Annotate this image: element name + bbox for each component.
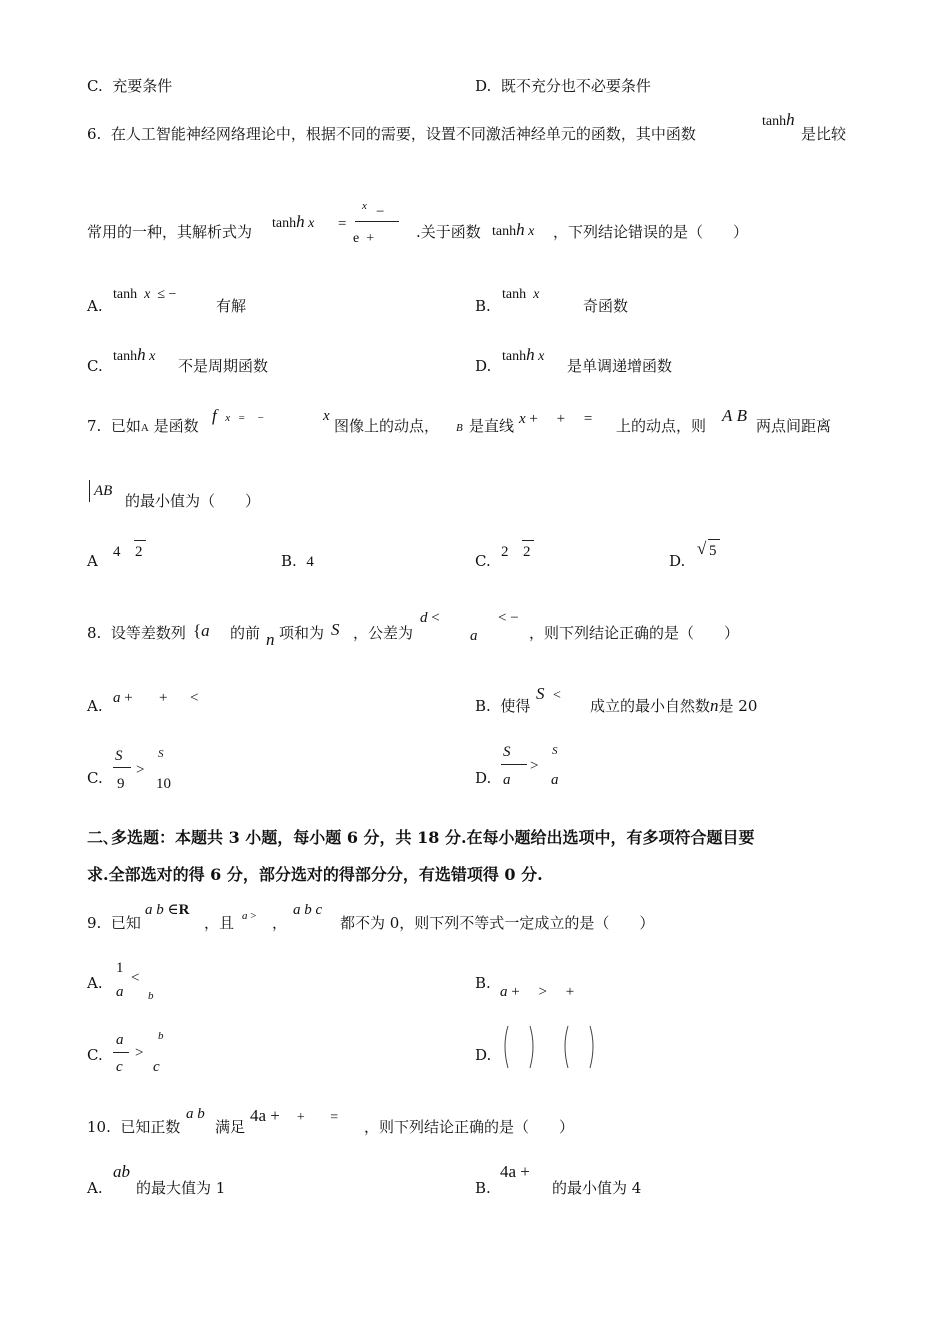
q6-stem-about: .关于函数 (416, 223, 481, 241)
q6-question: ，下列结论错误的是（ ） (553, 223, 749, 241)
q7-x2: x (323, 408, 330, 424)
q8-text-4: ，公差为 (353, 624, 414, 642)
q7-eq: = (238, 412, 245, 424)
q5-option-c-label: C. (87, 77, 103, 95)
q8-option-b (475, 696, 530, 716)
q8-d: d (420, 610, 428, 626)
q7-text-4: 是直线 (469, 417, 515, 435)
q7-text-3: 图像上的动点， (334, 417, 440, 435)
q9-text-2: ，且 (204, 914, 235, 932)
q8-a-plus2: + (158, 690, 168, 706)
q9-text-3: 都不为 0，则下列不等式一定成立的是（ ） (340, 914, 655, 932)
q6-formula-lhs (272, 212, 314, 234)
q8-d-den2: a (551, 772, 559, 788)
q6-func-ref (492, 220, 534, 242)
q9-cond-a: a (242, 910, 248, 922)
q7-x: x (225, 412, 231, 424)
q10-option-a-ab: ab (113, 1162, 130, 1181)
q9-in: ∈ (167, 902, 179, 918)
q6-option-c-expr (113, 345, 155, 367)
q9-d-paren-2 (530, 1026, 533, 1068)
q8-c-den2: 10 (156, 776, 171, 792)
q9-option-d-label: D. (475, 1046, 492, 1064)
q7-option-a-v2: 2 (135, 544, 143, 560)
q7-line-expr (519, 409, 592, 429)
q7-option-d-radical-bar (708, 539, 720, 540)
q9-stem-start (87, 913, 141, 933)
q10-eq: = (330, 1110, 339, 1125)
q7-line-eq: = (583, 411, 593, 427)
q9-b-a: a (500, 984, 508, 1000)
q7-option-c-v1: 2 (501, 544, 509, 560)
q9-cond-gt: > (250, 910, 257, 922)
q6-option-b-expr (502, 285, 539, 305)
q6-fraction-bar (355, 221, 399, 222)
q9-d-paren-1 (505, 1026, 508, 1068)
q9-b-gt: > (538, 984, 547, 1000)
q6-option-c-text: 不是周期函数 (178, 357, 269, 375)
q7-stem-line1 (87, 416, 199, 438)
q7-option-d-root: √ (697, 539, 707, 558)
q6-b-x: x (533, 287, 540, 302)
q8-c-gt: > (136, 762, 145, 778)
q8-b-s: S (536, 684, 545, 703)
q6-option-c-label: C. (87, 357, 103, 375)
q10-constraint (250, 1106, 338, 1128)
q8-c-den: 9 (117, 776, 125, 792)
q10-option-b-text: 的最小值为 4 (552, 1179, 642, 1197)
q7-line-plus2: + (556, 411, 566, 427)
q10-text-3: ，则下列结论正确的是（ ） (364, 1118, 575, 1136)
q7-f: f (212, 406, 217, 425)
section2-title-line1: 二､多选题：本题共 3 小题，每小题 6 分，共 18 分.在每小题给出选项中，有多项符合题目要 (87, 828, 755, 847)
q6-option-a-text: 有解 (216, 297, 247, 315)
q9-option-a-label: A. (87, 974, 103, 992)
q7-point-b: B (456, 422, 463, 434)
q6-ref-x: x (528, 224, 535, 239)
q7-ab-a: A (722, 406, 733, 425)
q6-formula-eq: = (338, 216, 347, 232)
q6-formula-num-minus: − (376, 204, 385, 220)
q6-formula-tanh: tanh (272, 216, 297, 231)
q8-lt2: < (498, 610, 507, 626)
q8-seq (193, 621, 210, 641)
q8-brace: { (193, 621, 202, 640)
q7-points-ab (722, 406, 747, 426)
q7-text-6: 两点间距离 (756, 417, 832, 435)
q9-d-paren-3 (565, 1026, 568, 1068)
q6-ref-h: h (516, 220, 525, 239)
q9-r: R (178, 902, 190, 918)
q6-stem-text: 在人工智能神经网络理论中，根据不同的需要，设置不同激活神经单元的函数，其中函数 (110, 125, 696, 143)
q6-den-plus: + (366, 231, 375, 246)
q8-option-c-label: C. (87, 769, 103, 787)
q10-option-a-label: A. (87, 1179, 103, 1197)
q9-abc: a b c (293, 902, 323, 918)
q6-a-tanh: tanh (113, 287, 138, 302)
q8-option-b-post (590, 696, 757, 716)
q5-option-d-label: D. (475, 77, 492, 95)
q8-option-b-ineq (536, 684, 561, 706)
q7-text-2: 是函数 (153, 417, 199, 435)
q6-stem-line2: 常用的一种，其解析式为 (87, 223, 253, 241)
q10-option-b-expr: 4a + (500, 1162, 530, 1181)
q8-a-lt: < (189, 690, 199, 706)
q9-number: 9. (87, 914, 102, 932)
q6-option-d-text: 是单调递增函数 (567, 357, 673, 375)
q7-option-c-v2: 2 (523, 544, 531, 560)
q9-text-1: 已知 (110, 914, 141, 932)
q7-line-x: x (519, 411, 526, 427)
q9-c-den2: c (153, 1059, 160, 1075)
q6-formula-h: h (296, 212, 305, 231)
q6-c-x: x (149, 349, 156, 364)
q7-ab-abs: AB (94, 483, 113, 499)
q8-a-plus1: + (124, 690, 133, 706)
q6-option-d-expr (502, 345, 544, 367)
q7-option-b-value: 4 (306, 554, 314, 570)
q9-option-d-brackets (500, 1022, 600, 1072)
q10-text-1: 已知正数 (120, 1118, 181, 1136)
q6-c-h: h (137, 345, 146, 364)
q5-option-c (87, 76, 172, 96)
q9-d-paren-4 (590, 1026, 593, 1068)
q8-d-num2: S (552, 745, 558, 757)
q7-option-b-label: B. (281, 552, 297, 570)
q6-d-h: h (526, 345, 535, 364)
q6-b-tanh: tanh (502, 287, 527, 302)
q10-stem-start (87, 1117, 180, 1137)
q7-option-a-radical-bar (134, 540, 146, 541)
q7-abs-bar (89, 480, 90, 502)
q5-option-d-text: 既不充分也不必要条件 (500, 77, 651, 95)
q7-number: 7. (87, 417, 102, 435)
q8-c-num2: S (158, 748, 164, 760)
q9-ab: a b (145, 902, 164, 918)
q8-b-lt: < (553, 688, 561, 703)
q7-option-a-label: A (87, 552, 98, 570)
q10-number: 10. (87, 1118, 111, 1136)
q9-option-c-label: C. (87, 1046, 103, 1064)
q9-c-num2: b (158, 1030, 164, 1042)
q8-a: a (201, 621, 210, 640)
q10-option-b-label: B. (475, 1179, 491, 1197)
q10-text-2: 满足 (215, 1118, 246, 1136)
q9-comma: ， (272, 914, 288, 932)
q9-ab-in-r (145, 900, 189, 920)
q6-formula-x: x (308, 216, 315, 231)
q8-s: S (331, 620, 340, 639)
q8-d-bar (501, 764, 527, 765)
q8-text-2: 的前 (230, 624, 261, 642)
q7-minus: − (257, 412, 264, 424)
q6-stem-line1 (87, 124, 696, 144)
q6-func-tanh: tanh (762, 114, 787, 129)
q6-option-b-text: 奇函数 (583, 297, 629, 315)
q8-b-post: 成立的最小自然数 (590, 697, 711, 715)
q7-option-d-value: 5 (709, 543, 717, 559)
q5-option-c-text: 充要条件 (112, 77, 173, 95)
q6-option-d-label: D. (475, 357, 492, 375)
q8-text-5: ，则下列结论正确的是（ ） (529, 624, 740, 642)
q8-a-a: a (113, 690, 121, 706)
q7-point-a: A (140, 422, 149, 434)
q9-c-gt: > (135, 1045, 144, 1061)
q8-ratio-ineq (498, 608, 519, 628)
q8-stem (87, 623, 186, 643)
q9-b-plus: + (511, 984, 520, 1000)
q8-text-3: 项和为 (279, 624, 325, 642)
q9-a-num: 1 (116, 960, 124, 976)
q7-line-plus1: + (529, 411, 538, 427)
q6-option-a-label: A. (87, 297, 103, 315)
q9-a-den: a (116, 984, 124, 1000)
q6-option-a-expr (113, 285, 176, 305)
q8-b-n: n (710, 696, 719, 715)
q6-a-x: x (144, 287, 151, 302)
q10-expr: 4a + (250, 1106, 280, 1125)
q9-c-bar (113, 1052, 129, 1053)
q6-func-name (762, 110, 795, 132)
q8-d-den: a (503, 772, 511, 788)
q8-text-1: 设等差数列 (110, 624, 186, 642)
q9-b-plus2: + (565, 984, 575, 1000)
q8-b-post2: 是 20 (718, 697, 758, 715)
q8-d-ineq (420, 608, 440, 628)
q7-option-c-radical-bar (522, 540, 534, 541)
q9-a-lt: < (131, 970, 140, 986)
q9-c-den: c (116, 1059, 123, 1075)
q9-a-den2: b (148, 990, 154, 1002)
q8-option-b-label: B. (475, 697, 491, 715)
q6-formula-num-sup: x (362, 200, 367, 212)
q9-cond (242, 906, 256, 926)
q8-d-gt: > (530, 758, 539, 774)
q7-ab-b: B (736, 406, 748, 425)
q8-option-b-pre: 使得 (500, 697, 531, 715)
q8-d-num: S (503, 744, 511, 760)
q7-option-d-label: D. (669, 552, 686, 570)
q10-ab: a b (186, 1106, 205, 1122)
q6-func-h: h (786, 110, 795, 129)
q6-c-tanh: tanh (113, 349, 138, 364)
q5-option-d (475, 76, 651, 96)
q8-c-bar (113, 767, 131, 768)
section2-title-line2: 求.全部选对的得 6 分，部分选对的得部分分，有选错项得 0 分. (87, 865, 543, 884)
q6-d-x: x (538, 349, 545, 364)
q8-option-d-label: D. (475, 769, 492, 787)
q7-text-1: 已如 (110, 417, 141, 435)
q8-option-a-label: A. (87, 697, 103, 715)
q9-b-expr (500, 982, 574, 1002)
q6-number: 6. (87, 125, 102, 143)
q6-option-b-label: B. (475, 297, 491, 315)
q7-text-7: 的最小值为（ ） (125, 492, 261, 510)
q8-minus: − (510, 610, 519, 626)
q8-number: 8. (87, 624, 102, 642)
q7-func-expr (212, 406, 264, 428)
q6-ref-tanh: tanh (492, 224, 517, 239)
q10-option-a-text: 的最大值为 1 (136, 1179, 226, 1197)
q7-option-b (281, 551, 314, 572)
q6-a-leq: ≤ (157, 287, 166, 302)
q7-option-a-v1: 4 (113, 544, 121, 560)
q8-n: n (266, 630, 275, 649)
q8-option-a-expr (113, 688, 198, 708)
q8-lt1: < (431, 610, 440, 626)
q8-ratio-den: a (470, 628, 478, 644)
q6-formula-den (353, 229, 374, 249)
q7-text-5: 上的动点，则 (616, 417, 707, 435)
q7-option-c-label: C. (475, 552, 491, 570)
q6-a-minus: − (168, 287, 177, 302)
q9-option-b-label: B. (475, 974, 491, 992)
q8-c-num: S (115, 748, 123, 764)
q6-d-tanh: tanh (502, 349, 527, 364)
q10-plus: + (296, 1110, 305, 1125)
q6-stem-tail: 是比较 (801, 125, 847, 143)
q9-c-num: a (116, 1032, 124, 1048)
q6-den-e: e (353, 231, 360, 246)
